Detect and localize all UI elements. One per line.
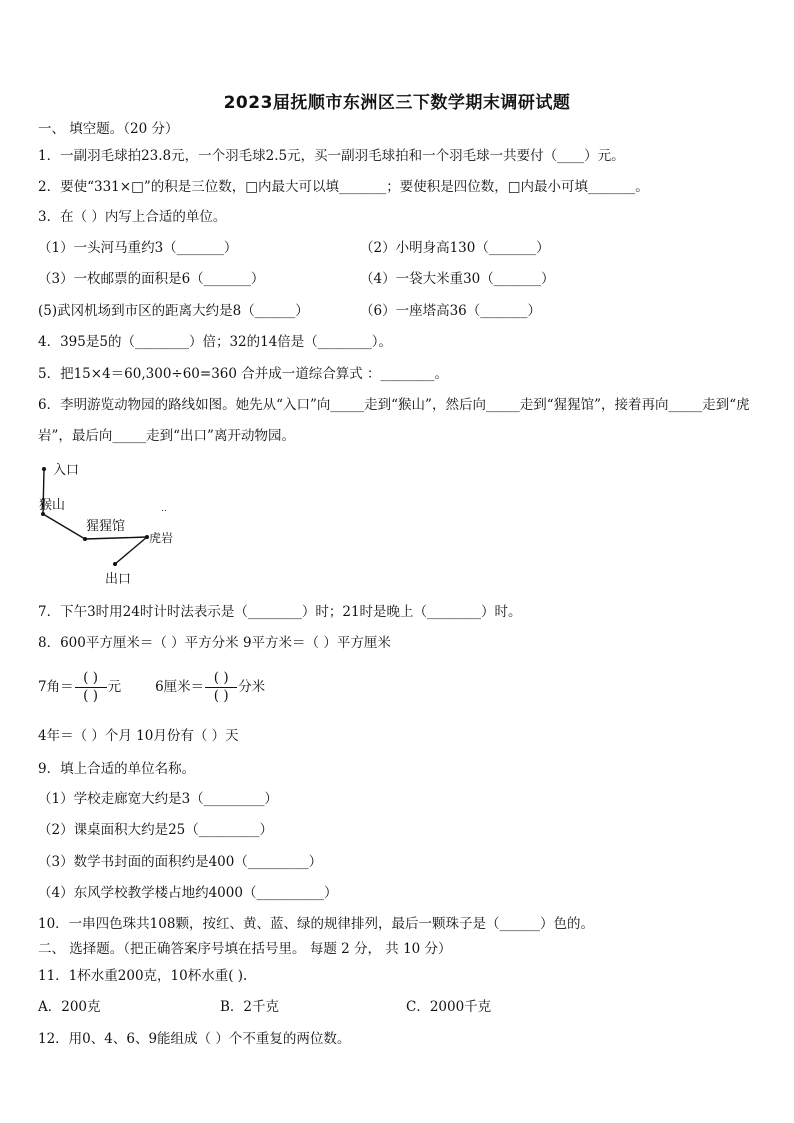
- fraction-b-suffix: 分米: [238, 679, 266, 695]
- question-9-item: （1）学校走廊宽大约是3（_________）: [38, 791, 278, 807]
- question-2: 2．要使“331×□”的积是三位数，□内最大可以填_______；要使积是四位数，□内最小可填_______。: [38, 179, 649, 195]
- question-9-stem: 9．填上合适的单位名称。: [38, 761, 196, 777]
- question-7: 7．下午3时用24时计时法表示是（________）时；21时是晚上（________）时。: [38, 604, 522, 620]
- question-3-item: （3）一枚邮票的面积是6（_______）: [38, 271, 265, 287]
- fraction-b: [205, 670, 237, 705]
- map-label-entrance: 入口: [53, 463, 80, 478]
- map-mark: ..: [161, 504, 167, 514]
- question-8-fractions: [38, 667, 265, 707]
- question-3-item: （1）一头河马重约3（_______）: [38, 240, 238, 256]
- question-3-item: （2）小明身高130（_______）: [360, 240, 550, 256]
- fraction-b-numerator: ( ): [213, 670, 229, 686]
- question-11-stem: 11．1杯水重200克，10杯水重( ).: [38, 968, 248, 984]
- question-12: 12．用0、4、6、9能组成（ ）个不重复的两位数。: [38, 1031, 351, 1047]
- question-8-line-1: 8．600平方厘米＝（ ）平方分米 9平方米＝（ ）平方厘米: [38, 635, 391, 651]
- section-2-heading: 二、 选择题。（把正确答案序号填在括号里。 每题 2 分， 共 10 分）: [38, 941, 452, 957]
- fraction-a-prefix: 7角＝: [38, 679, 74, 695]
- fraction-a-suffix: 元: [107, 679, 122, 695]
- question-5: 5．把15×4＝60,300÷60=360 合并成一道综合算式 ：________。: [38, 366, 449, 382]
- map-label-gorilla-hall: 猩猩馆: [86, 519, 126, 534]
- fraction-a-numerator: ( ): [83, 670, 98, 686]
- question-6-line-1: 6．李明游览动物园的路线如图。她先从“入口”向_____走到“猴山”，然后向_____走到“猩猩馆”，接着再向_____走到“虎: [38, 397, 750, 413]
- question-3-item: （4）一袋大米重30（_______）: [360, 271, 555, 287]
- question-11-option-a: A．200克: [38, 999, 101, 1015]
- question-6-line-2: 岩”，最后向_____走到“出口”离开动物园。: [38, 428, 295, 444]
- fraction-a-denominator: ( ): [83, 688, 98, 704]
- question-1: 1．一副羽毛球拍23.8元，一个羽毛球2.5元，买一副羽毛球拍和一个羽毛球一共要付（____）元。: [38, 148, 625, 164]
- question-9-item: （3）数学书封面的面积约是400（_________）: [38, 854, 323, 870]
- question-9-item: （2）课桌面积大约是25（_________）: [38, 822, 274, 838]
- question-3-stem: 3．在（ ）内写上合适的单位。: [38, 209, 227, 225]
- zoo-route-map: [30, 455, 190, 590]
- question-11-option-b: B．2千克: [220, 999, 280, 1015]
- question-9-item: （4）东风学校教学楼占地约4000（__________）: [38, 885, 338, 901]
- page-title: 2023届抚顺市东洲区三下数学期末调研试题: [223, 93, 571, 113]
- section-1-heading: 一、 填空题。（20 分）: [38, 121, 179, 137]
- question-8-line-3: 4年＝（ ）个月 10月份有（ ）天: [38, 728, 239, 744]
- map-label-monkey-hill: 猴山: [39, 498, 66, 513]
- map-label-exit: 出口: [105, 572, 132, 587]
- fraction-b-denominator: ( ): [213, 688, 229, 704]
- question-10: 10．一串四色珠共108颗，按红、黄、蓝、绿的规律排列，最后一颗珠子是（______）色的。: [38, 916, 594, 932]
- question-4: 4．395是5的（________）倍；32的14倍是（________）。: [38, 334, 393, 350]
- question-3-item: (5)武冈机场到市区的距离大约是8（______）: [38, 303, 309, 319]
- question-3-item: （6）一座塔高36（_______）: [360, 303, 542, 319]
- fraction-b-prefix: 6厘米＝: [155, 679, 205, 695]
- question-11-option-c: C．2000千克: [406, 999, 492, 1015]
- map-label-tiger-rock: 虎岩: [149, 531, 174, 545]
- fraction-a: [75, 670, 107, 705]
